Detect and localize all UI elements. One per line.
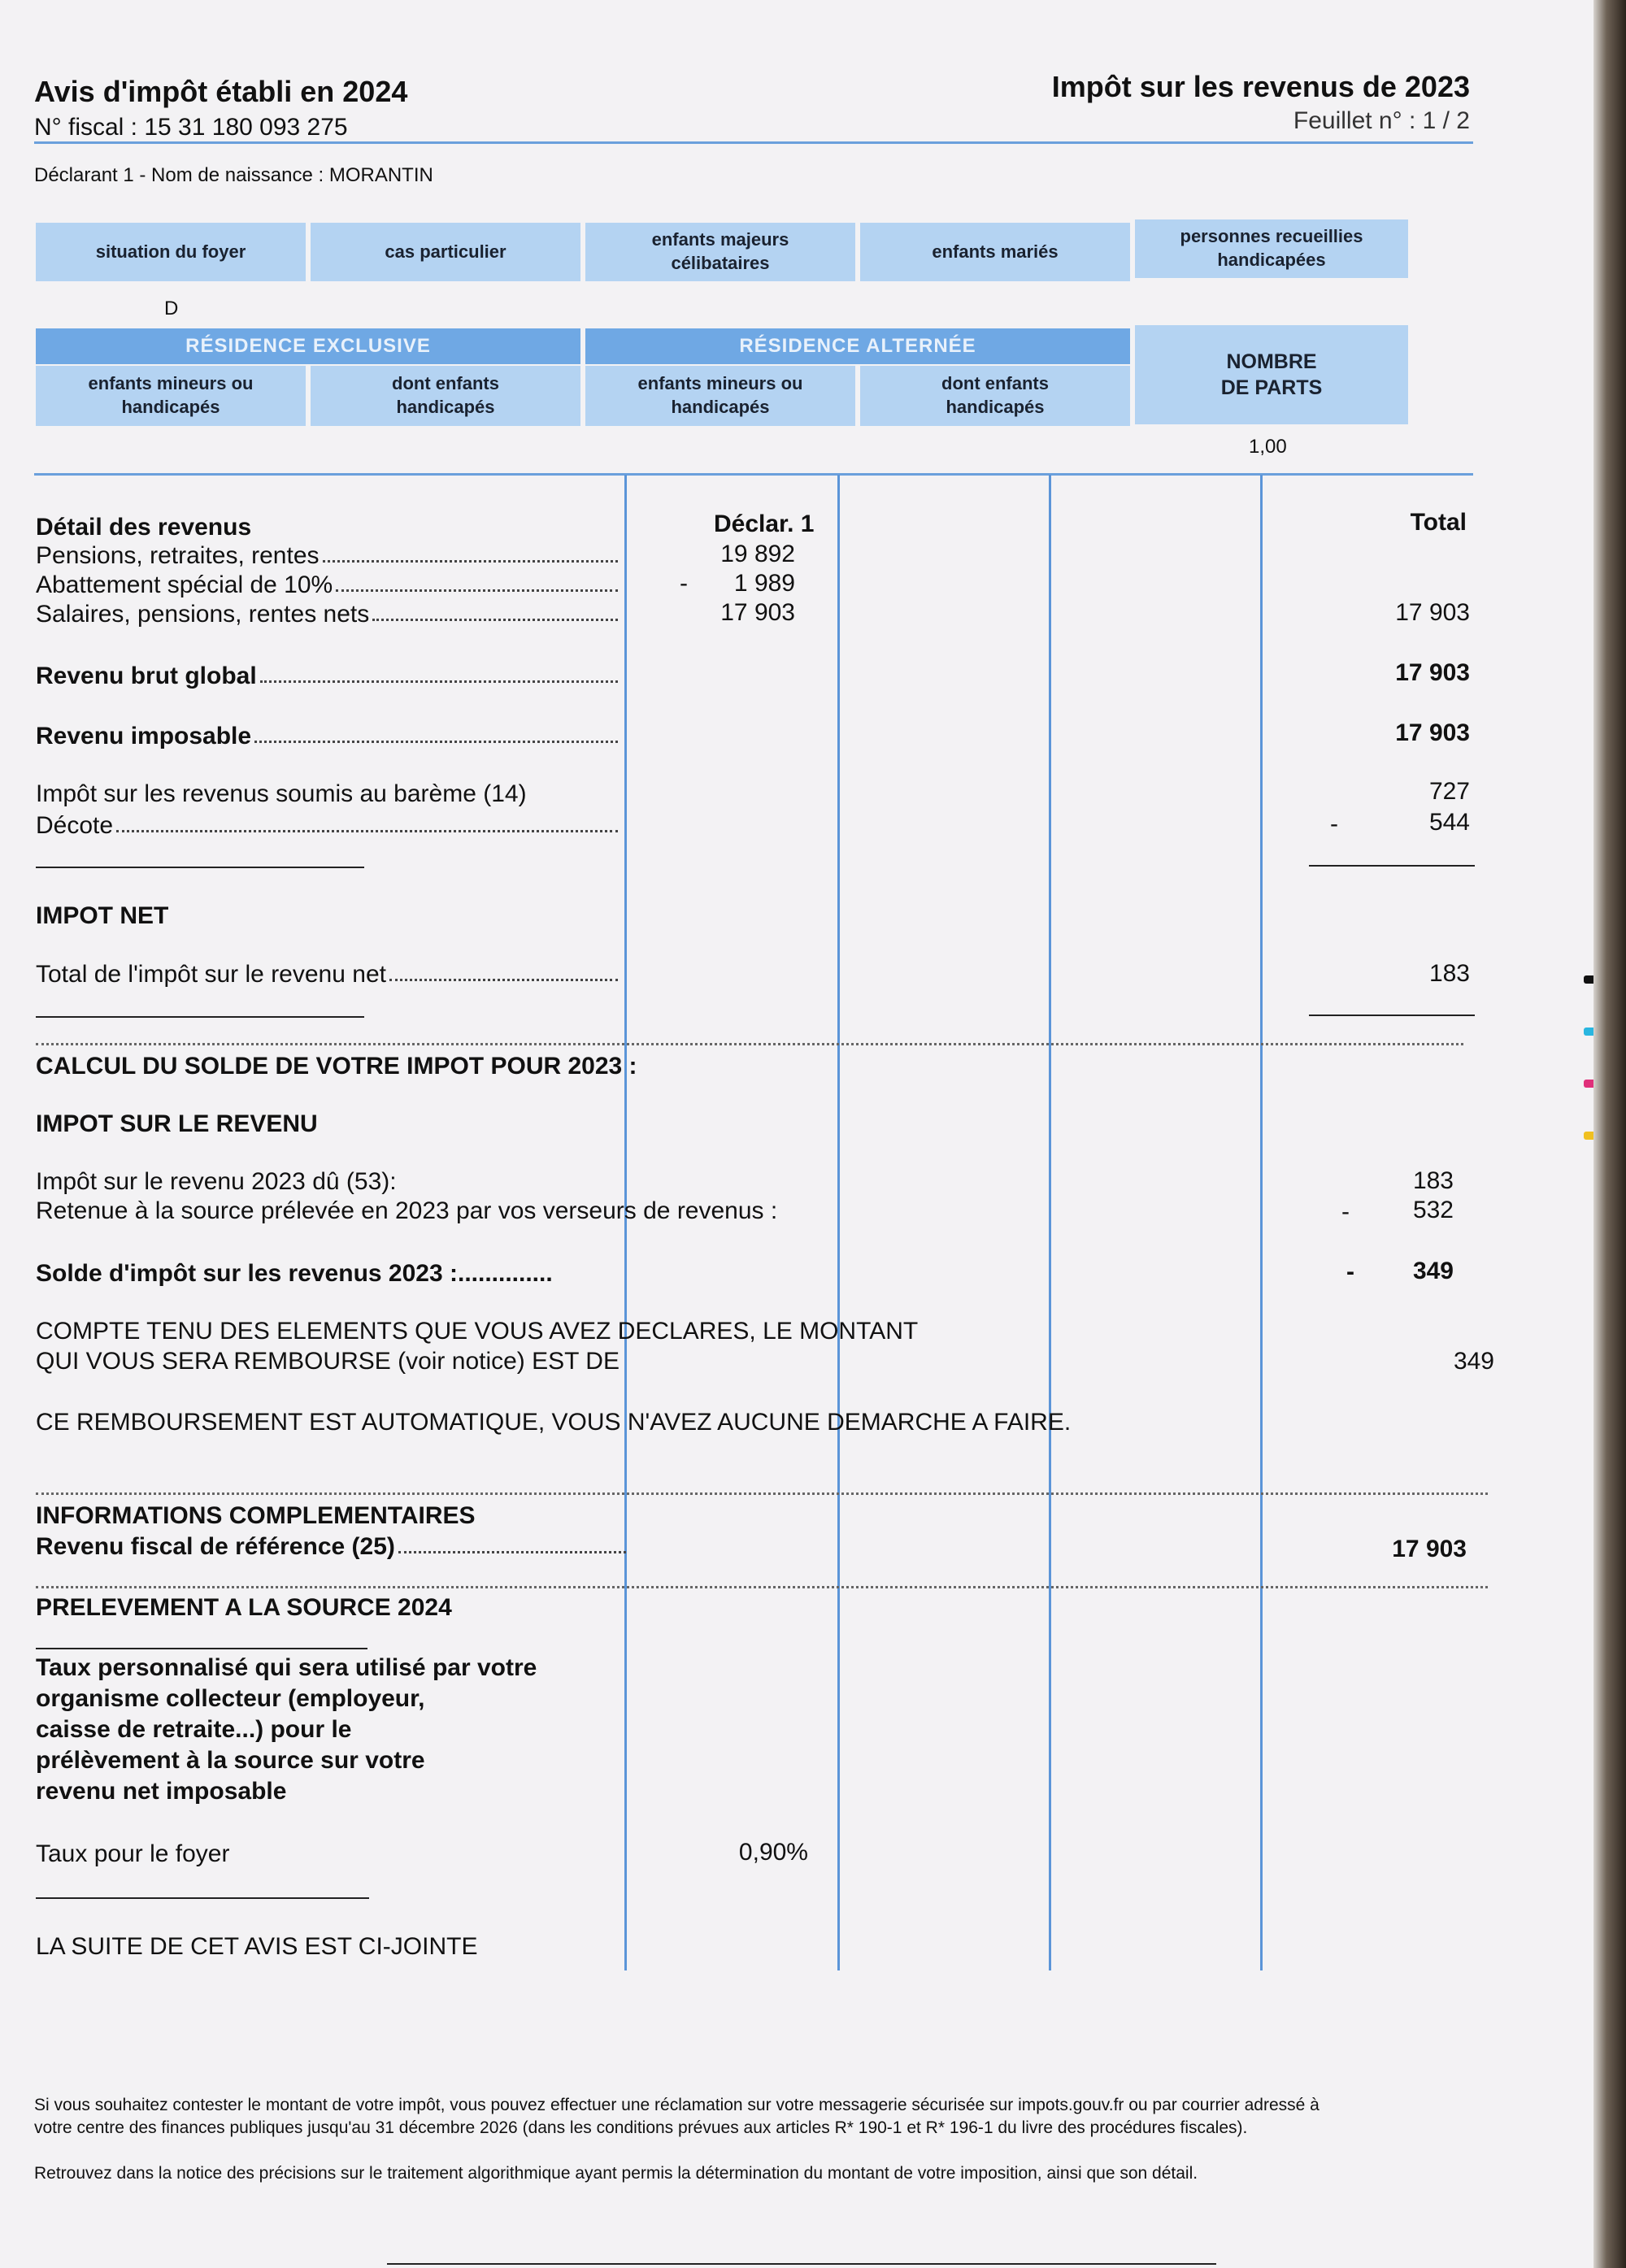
bottom-rule <box>387 2263 1216 2265</box>
revenu-fiscal-label: Revenu fiscal de référence (25) <box>36 1533 395 1560</box>
taux-text-1: Taux personnalisé qui sera utilisé par votre <box>36 1654 537 1681</box>
header-exclusive-handicapes <box>311 366 580 426</box>
col-total-header: Total <box>1410 509 1467 536</box>
retenue-value: 532 <box>1412 1197 1454 1223</box>
calcul-heading: CALCUL DU SOLDE DE VOTRE IMPOT POUR 2023 : <box>36 1053 637 1080</box>
leader-dots: .............. <box>457 1260 553 1287</box>
row-revenu-brut <box>36 663 621 690</box>
column-line-2 <box>837 475 840 1970</box>
dotted-separator <box>36 1492 1488 1495</box>
impot-net-label: Total de l'impôt sur le revenu net <box>36 961 386 988</box>
separator-right <box>1309 1015 1475 1016</box>
header-situation-foyer: situation du foyer <box>36 223 306 281</box>
header-alternee-handicapes <box>860 366 1130 426</box>
impot-net-heading: IMPOT NET <box>36 902 169 929</box>
abattement-sign: - <box>680 570 688 597</box>
col-declarant-header: Déclar. 1 <box>714 511 815 537</box>
header-alternee-enfants-label: enfants mineurs ou handicapés <box>637 373 803 417</box>
taux-text-3: caisse de retraite...) pour le <box>36 1716 352 1743</box>
bareme-total: 727 <box>1428 778 1470 805</box>
taux-text-5: revenu net imposable <box>36 1778 287 1805</box>
columns-top-rule <box>34 473 1473 476</box>
fiscal-number: N° fiscal : 15 31 180 093 275 <box>34 114 348 141</box>
row-decote <box>36 812 621 840</box>
parts-value: 1,00 <box>1249 436 1287 458</box>
remboursement-auto-text: CE REMBOURSEMENT EST AUTOMATIQUE, VOUS N'AVEZ AUCUNE DEMARCHE A FAIRE. <box>36 1409 1072 1436</box>
header-personnes-recueillies-label: personnes recueillies handicapées <box>1180 226 1363 270</box>
dotted-separator <box>36 1586 1488 1588</box>
row-salaires <box>36 601 621 628</box>
salaires-label: Salaires, pensions, rentes nets <box>36 601 370 628</box>
row-revenu-imposable <box>36 723 621 750</box>
row-bareme <box>36 780 621 808</box>
declarant-name: Déclarant 1 - Nom de naissance : MORANTIN <box>34 164 433 186</box>
header-rule <box>34 141 1473 144</box>
abattement-decl: 1 989 <box>733 570 795 597</box>
revenu-imposable-total: 17 903 <box>1395 719 1470 746</box>
row-impot-net <box>36 961 621 988</box>
header-alternee-enfants <box>585 366 855 426</box>
decote-label: Décote <box>36 812 114 839</box>
photo-background-edge <box>1593 0 1626 2268</box>
leader-dots <box>389 961 618 981</box>
header-cas-particulier: cas particulier <box>311 223 580 281</box>
leader-dots <box>372 601 618 621</box>
situation-value: D <box>164 298 179 319</box>
separator-left <box>36 1648 367 1649</box>
pensions-label: Pensions, retraites, rentes <box>36 542 320 569</box>
sheet-number: Feuillet n° : 1 / 2 <box>1293 107 1470 134</box>
decote-total: 544 <box>1428 809 1470 836</box>
compte-line-1: COMPTE TENU DES ELEMENTS QUE VOUS AVEZ DECLARES, LE MONTANT <box>36 1318 919 1345</box>
compte-line-2: QUI VOUS SERA REMBOURSE (voir notice) EST DE <box>36 1348 620 1375</box>
header-personnes-recueillies <box>1135 219 1408 278</box>
leader-dots <box>254 723 618 743</box>
separator-right <box>1309 865 1475 867</box>
impot-net-value: 183 <box>1428 960 1470 987</box>
header-alternee-handicapes-label: dont enfants handicapés <box>941 373 1049 417</box>
solde-label <box>36 1260 553 1288</box>
leader-dots <box>116 812 618 832</box>
dotted-separator <box>36 1043 1463 1045</box>
remboursement-value: 349 <box>1453 1348 1494 1375</box>
separator-left <box>36 1897 369 1899</box>
header-exclusive-enfants-label: enfants mineurs ou handicapés <box>88 373 254 417</box>
abattement-label: Abattement spécial de 10% <box>36 571 333 598</box>
band-residence-alternee: RÉSIDENCE ALTERNÉE <box>585 328 1130 364</box>
band-residence-exclusive: RÉSIDENCE EXCLUSIVE <box>36 328 580 364</box>
header-enfants-maries: enfants mariés <box>860 223 1130 281</box>
column-line-4 <box>1260 475 1263 1970</box>
row-abattement <box>36 571 621 599</box>
notice-title: Avis d'impôt établi en 2024 <box>34 75 408 108</box>
separator-left <box>36 1016 364 1018</box>
solde-sign: - <box>1346 1258 1354 1285</box>
revenu-brut-label: Revenu brut global <box>36 663 257 689</box>
taux-text-2: organisme collecteur (employeur, <box>36 1685 425 1712</box>
impot-du-value: 183 <box>1412 1167 1454 1194</box>
salaires-total: 17 903 <box>1395 599 1470 626</box>
retenue-label: Retenue à la source prélevée en 2023 par vos verseurs de revenus : <box>36 1197 778 1224</box>
taux-foyer-label: Taux pour le foyer <box>36 1840 230 1867</box>
suite-avis-text: LA SUITE DE CET AVIS EST CI-JOINTE <box>36 1933 478 1960</box>
detail-heading: Détail des revenus <box>36 514 252 541</box>
header-exclusive-enfants <box>36 366 306 426</box>
leader-dots <box>398 1533 626 1553</box>
footer-line-2: votre centre des finances publiques jusqu'au 31 décembre 2026 (dans les conditions prévues aux articles R* 190-1 et R* 196-1 du livre des procédures fiscales). <box>34 2118 1248 2137</box>
taux-foyer-value: 0,90% <box>738 1839 808 1866</box>
leader-dots <box>260 663 618 683</box>
footer-line-1: Si vous souhaitez contester le montant de votre impôt, vous pouvez effectuer une réclamation sur votre messagerie sécurisée sur impots.gouv.fr ou par courrier adressé à <box>34 2096 1319 2114</box>
infos-heading: INFORMATIONS COMPLEMENTAIRES <box>36 1502 476 1529</box>
prelevement-heading: PRELEVEMENT A LA SOURCE 2024 <box>36 1594 452 1621</box>
bareme-label: Impôt sur les revenus soumis au barème (14) <box>36 780 527 807</box>
row-revenu-fiscal <box>36 1533 629 1561</box>
salaires-decl: 17 903 <box>720 599 795 626</box>
pensions-decl: 19 892 <box>720 541 795 567</box>
footer-line-3: Retrouvez dans la notice des précisions sur le traitement algorithmique ayant permis la détermination du montant de votre imposition, ainsi que son détail. <box>34 2164 1198 2183</box>
header-enfants-majeurs <box>585 223 855 281</box>
separator-left <box>36 867 364 868</box>
solde-label-text: Solde d'impôt sur les revenus 2023 : <box>36 1260 458 1287</box>
impot-du-label: Impôt sur le revenu 2023 dû (53): <box>36 1168 397 1195</box>
revenu-brut-total: 17 903 <box>1395 659 1470 686</box>
revenu-fiscal-value: 17 903 <box>1392 1536 1467 1562</box>
retenue-sign: - <box>1341 1198 1350 1225</box>
header-nombre-parts-label: NOMBRE DE PARTS <box>1220 350 1323 399</box>
header-enfants-majeurs-label: enfants majeurs célibataires <box>651 229 789 273</box>
row-pensions <box>36 542 621 570</box>
taux-text-4: prélèvement à la source sur votre <box>36 1747 425 1774</box>
solde-value: 349 <box>1412 1258 1454 1284</box>
header-nombre-parts <box>1135 325 1408 424</box>
leader-dots <box>323 542 618 563</box>
decote-sign: - <box>1330 810 1338 837</box>
impot-revenu-heading: IMPOT SUR LE REVENU <box>36 1110 318 1137</box>
revenu-imposable-label: Revenu imposable <box>36 723 252 749</box>
column-line-3 <box>1049 475 1051 1970</box>
header-exclusive-handicapes-label: dont enfants handicapés <box>392 373 499 417</box>
leader-dots <box>336 571 618 592</box>
tax-year-title: Impôt sur les revenus de 2023 <box>1051 70 1470 103</box>
